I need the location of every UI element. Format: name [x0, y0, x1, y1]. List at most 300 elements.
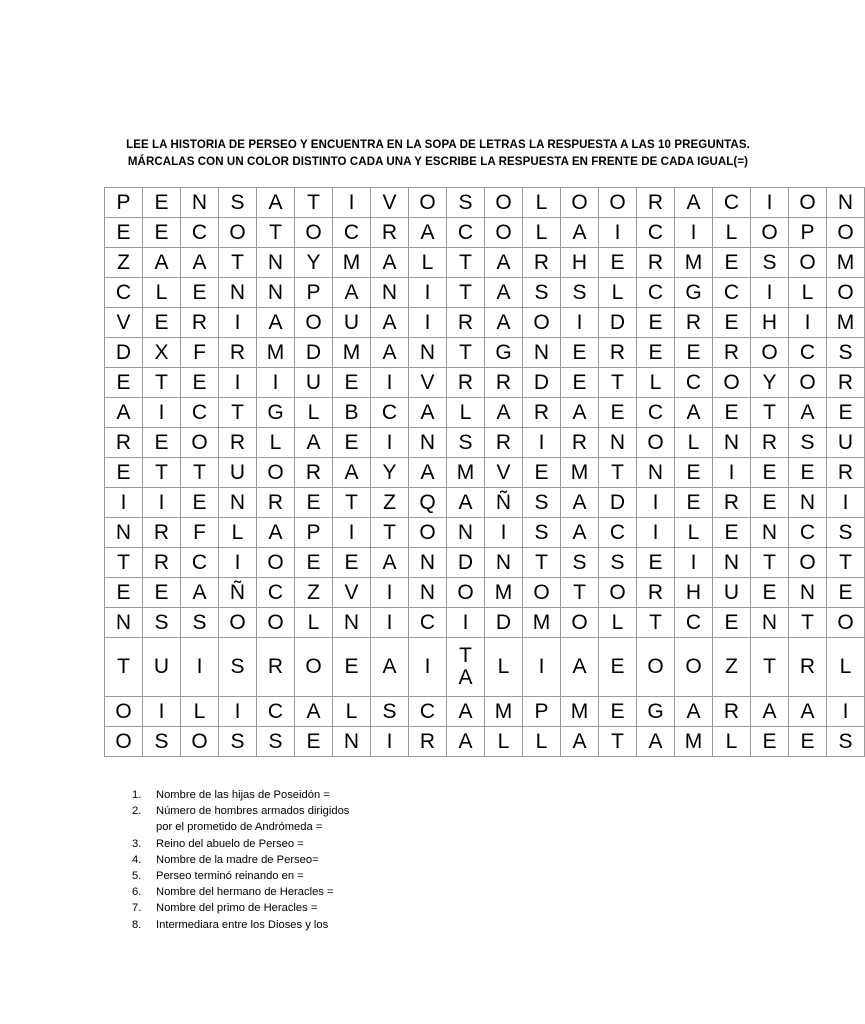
grid-cell[interactable]: I [637, 518, 675, 548]
grid-cell[interactable]: O [713, 368, 751, 398]
grid-cell[interactable]: I [219, 697, 257, 727]
grid-cell[interactable]: T [599, 727, 637, 757]
grid-cell[interactable]: M [827, 308, 865, 338]
grid-cell[interactable]: V [333, 578, 371, 608]
grid-cell[interactable]: T [105, 548, 143, 578]
grid-cell[interactable]: X [143, 338, 181, 368]
grid-cell[interactable]: A [485, 248, 523, 278]
grid-cell[interactable]: O [751, 338, 789, 368]
grid-cell[interactable]: A [561, 398, 599, 428]
grid-cell[interactable]: L [409, 248, 447, 278]
grid-cell[interactable]: D [599, 308, 637, 338]
grid-cell[interactable]: C [637, 278, 675, 308]
grid-cell[interactable]: I [561, 308, 599, 338]
grid-cell[interactable]: E [751, 578, 789, 608]
grid-cell[interactable]: I [713, 458, 751, 488]
grid-cell[interactable]: T [257, 218, 295, 248]
grid-cell[interactable]: D [599, 488, 637, 518]
grid-cell[interactable]: R [295, 458, 333, 488]
grid-cell[interactable]: L [523, 727, 561, 757]
grid-cell[interactable]: L [447, 398, 485, 428]
grid-cell[interactable]: R [713, 697, 751, 727]
grid-cell[interactable]: A [561, 488, 599, 518]
grid-cell[interactable]: O [675, 638, 713, 697]
grid-cell[interactable]: M [485, 578, 523, 608]
grid-cell[interactable]: Y [751, 368, 789, 398]
grid-cell[interactable]: R [789, 638, 827, 697]
grid-cell[interactable]: L [181, 697, 219, 727]
grid-cell[interactable]: R [599, 338, 637, 368]
grid-cell[interactable]: U [333, 308, 371, 338]
grid-cell[interactable]: I [447, 608, 485, 638]
grid-cell[interactable]: N [409, 548, 447, 578]
grid-cell[interactable]: L [523, 218, 561, 248]
grid-cell[interactable]: A [295, 428, 333, 458]
grid-cell[interactable]: P [789, 218, 827, 248]
grid-cell[interactable]: A [105, 398, 143, 428]
grid-cell[interactable]: M [333, 338, 371, 368]
grid-cell[interactable]: E [105, 218, 143, 248]
grid-cell[interactable]: P [295, 278, 333, 308]
grid-cell[interactable]: A [789, 398, 827, 428]
grid-cell[interactable]: E [713, 518, 751, 548]
grid-cell[interactable]: O [561, 608, 599, 638]
grid-cell[interactable]: R [257, 488, 295, 518]
grid-cell[interactable]: A [485, 278, 523, 308]
grid-cell[interactable]: I [143, 398, 181, 428]
grid-cell[interactable]: O [257, 548, 295, 578]
grid-cell[interactable]: E [143, 428, 181, 458]
grid-cell[interactable]: T [447, 338, 485, 368]
grid-cell[interactable]: A [409, 398, 447, 428]
grid-cell[interactable]: R [409, 727, 447, 757]
grid-cell[interactable]: E [599, 248, 637, 278]
grid-cell[interactable]: I [409, 278, 447, 308]
grid-cell[interactable]: E [105, 368, 143, 398]
grid-cell[interactable]: S [599, 548, 637, 578]
grid-cell[interactable]: O [485, 188, 523, 218]
grid-cell[interactable]: E [333, 368, 371, 398]
grid-cell[interactable]: A [295, 697, 333, 727]
grid-cell[interactable]: A [751, 697, 789, 727]
grid-cell[interactable]: O [409, 518, 447, 548]
grid-cell[interactable]: U [219, 458, 257, 488]
grid-cell[interactable]: N [751, 518, 789, 548]
grid-cell[interactable]: C [599, 518, 637, 548]
grid-cell[interactable]: T [751, 398, 789, 428]
grid-cell[interactable]: M [523, 608, 561, 638]
grid-cell[interactable]: R [219, 428, 257, 458]
grid-cell[interactable]: E [181, 278, 219, 308]
grid-cell[interactable]: P [105, 188, 143, 218]
grid-cell[interactable]: R [181, 308, 219, 338]
grid-cell[interactable]: B [333, 398, 371, 428]
grid-cell[interactable]: A [143, 248, 181, 278]
grid-cell[interactable]: V [371, 188, 409, 218]
grid-cell[interactable]: A [789, 697, 827, 727]
grid-cell[interactable]: O [827, 608, 865, 638]
grid-cell[interactable]: O [105, 697, 143, 727]
grid-cell[interactable]: U [827, 428, 865, 458]
grid-cell[interactable]: O [789, 368, 827, 398]
grid-cell[interactable]: C [105, 278, 143, 308]
grid-cell[interactable]: O [181, 428, 219, 458]
grid-cell[interactable]: R [523, 248, 561, 278]
grid-cell[interactable]: I [143, 488, 181, 518]
grid-cell[interactable]: I [523, 638, 561, 697]
grid-cell[interactable]: L [637, 368, 675, 398]
grid-cell[interactable]: R [257, 638, 295, 697]
grid-cell[interactable]: L [219, 518, 257, 548]
grid-cell[interactable]: N [181, 188, 219, 218]
grid-cell[interactable]: L [599, 278, 637, 308]
grid-cell[interactable]: E [637, 308, 675, 338]
grid-cell[interactable]: L [257, 428, 295, 458]
grid-cell[interactable]: E [333, 548, 371, 578]
grid-cell[interactable]: A [181, 578, 219, 608]
grid-cell[interactable]: E [599, 638, 637, 697]
grid-cell[interactable]: A [561, 518, 599, 548]
grid-cell[interactable]: N [333, 608, 371, 638]
grid-cell[interactable]: N [637, 458, 675, 488]
grid-cell[interactable]: A [257, 188, 295, 218]
grid-cell[interactable]: O [827, 278, 865, 308]
grid-cell[interactable]: E [333, 638, 371, 697]
grid-cell[interactable]: N [105, 518, 143, 548]
grid-cell[interactable]: N [485, 548, 523, 578]
grid-cell[interactable]: T [219, 248, 257, 278]
grid-cell[interactable]: A [409, 458, 447, 488]
grid-cell[interactable]: E [143, 578, 181, 608]
grid-cell[interactable]: O [257, 608, 295, 638]
grid-cell[interactable]: I [371, 578, 409, 608]
grid-cell[interactable]: A [561, 727, 599, 757]
grid-cell[interactable]: N [827, 188, 865, 218]
grid-cell[interactable]: T [561, 578, 599, 608]
grid-cell[interactable]: O [295, 218, 333, 248]
grid-cell[interactable]: C [789, 338, 827, 368]
grid-cell[interactable]: O [637, 428, 675, 458]
grid-cell[interactable]: R [143, 518, 181, 548]
grid-cell[interactable]: L [599, 608, 637, 638]
grid-cell[interactable]: R [637, 188, 675, 218]
grid-cell[interactable]: E [789, 458, 827, 488]
grid-cell[interactable]: E [143, 188, 181, 218]
grid-cell[interactable]: F [181, 518, 219, 548]
grid-cell[interactable]: R [447, 368, 485, 398]
grid-cell[interactable]: A [257, 518, 295, 548]
grid-cell[interactable]: O [105, 727, 143, 757]
grid-cell[interactable]: C [713, 278, 751, 308]
grid-cell[interactable]: E [713, 608, 751, 638]
grid-cell[interactable]: E [751, 458, 789, 488]
grid-cell[interactable]: N [713, 548, 751, 578]
grid-cell[interactable]: I [485, 518, 523, 548]
grid-cell[interactable]: P [523, 697, 561, 727]
grid-cell[interactable]: A [371, 338, 409, 368]
grid-cell[interactable]: O [827, 218, 865, 248]
grid-cell[interactable]: I [637, 488, 675, 518]
grid-cell[interactable]: R [485, 428, 523, 458]
grid-cell[interactable]: S [827, 338, 865, 368]
grid-cell[interactable]: O [295, 638, 333, 697]
grid-cell[interactable]: E [751, 488, 789, 518]
grid-cell[interactable]: N [105, 608, 143, 638]
grid-cell[interactable]: L [827, 638, 865, 697]
grid-cell[interactable]: T [143, 458, 181, 488]
grid-cell[interactable]: E [599, 697, 637, 727]
grid-cell[interactable]: O [181, 727, 219, 757]
grid-cell[interactable]: S [257, 727, 295, 757]
grid-cell[interactable]: E [295, 548, 333, 578]
grid-cell[interactable]: M [675, 727, 713, 757]
grid-cell[interactable]: E [295, 727, 333, 757]
grid-cell[interactable]: T A [447, 638, 485, 697]
grid-cell[interactable]: A [675, 697, 713, 727]
grid-cell[interactable]: E [143, 218, 181, 248]
grid-cell[interactable]: R [751, 428, 789, 458]
grid-cell[interactable]: A [447, 697, 485, 727]
grid-cell[interactable]: S [181, 608, 219, 638]
grid-cell[interactable]: S [523, 278, 561, 308]
grid-cell[interactable]: T [333, 488, 371, 518]
grid-cell[interactable]: N [371, 278, 409, 308]
grid-cell[interactable]: O [789, 548, 827, 578]
grid-cell[interactable]: S [371, 697, 409, 727]
grid-cell[interactable]: R [637, 578, 675, 608]
grid-cell[interactable]: D [105, 338, 143, 368]
grid-cell[interactable]: C [675, 368, 713, 398]
grid-cell[interactable]: E [181, 488, 219, 518]
grid-cell[interactable]: R [561, 428, 599, 458]
grid-cell[interactable]: C [713, 188, 751, 218]
grid-cell[interactable]: R [827, 368, 865, 398]
grid-cell[interactable]: E [143, 308, 181, 338]
grid-cell[interactable]: I [219, 308, 257, 338]
grid-cell[interactable]: E [675, 338, 713, 368]
grid-cell[interactable]: C [447, 218, 485, 248]
grid-cell[interactable]: E [295, 488, 333, 518]
grid-cell[interactable]: C [409, 697, 447, 727]
grid-cell[interactable]: T [751, 638, 789, 697]
grid-cell[interactable]: R [713, 488, 751, 518]
grid-cell[interactable]: T [143, 368, 181, 398]
grid-cell[interactable]: D [295, 338, 333, 368]
grid-cell[interactable]: I [333, 518, 371, 548]
grid-cell[interactable]: R [143, 548, 181, 578]
grid-cell[interactable]: T [181, 458, 219, 488]
grid-cell[interactable]: N [257, 278, 295, 308]
grid-cell[interactable]: S [143, 608, 181, 638]
grid-cell[interactable]: H [675, 578, 713, 608]
grid-cell[interactable]: R [219, 338, 257, 368]
grid-cell[interactable]: M [333, 248, 371, 278]
grid-cell[interactable]: I [257, 368, 295, 398]
grid-cell[interactable]: O [751, 218, 789, 248]
grid-cell[interactable]: E [675, 458, 713, 488]
grid-cell[interactable]: F [181, 338, 219, 368]
grid-cell[interactable]: E [523, 458, 561, 488]
grid-cell[interactable]: R [371, 218, 409, 248]
grid-cell[interactable]: S [561, 548, 599, 578]
grid-cell[interactable]: T [789, 608, 827, 638]
grid-cell[interactable]: O [447, 578, 485, 608]
grid-cell[interactable]: T [371, 518, 409, 548]
grid-cell[interactable]: N [219, 488, 257, 518]
grid-cell[interactable]: I [181, 638, 219, 697]
grid-cell[interactable]: T [447, 248, 485, 278]
grid-cell[interactable]: C [333, 218, 371, 248]
grid-cell[interactable]: A [561, 638, 599, 697]
grid-cell[interactable]: T [751, 548, 789, 578]
grid-cell[interactable]: S [523, 518, 561, 548]
grid-cell[interactable]: N [409, 338, 447, 368]
grid-cell[interactable]: L [143, 278, 181, 308]
grid-cell[interactable]: Ñ [219, 578, 257, 608]
grid-cell[interactable]: E [713, 248, 751, 278]
grid-cell[interactable]: G [485, 338, 523, 368]
grid-cell[interactable]: A [447, 488, 485, 518]
grid-cell[interactable]: I [675, 548, 713, 578]
grid-cell[interactable]: I [599, 218, 637, 248]
grid-cell[interactable]: A [371, 308, 409, 338]
grid-cell[interactable]: Q [409, 488, 447, 518]
grid-cell[interactable]: T [295, 188, 333, 218]
grid-cell[interactable]: L [789, 278, 827, 308]
grid-cell[interactable]: I [789, 308, 827, 338]
grid-cell[interactable]: I [371, 368, 409, 398]
grid-cell[interactable]: C [789, 518, 827, 548]
grid-cell[interactable]: A [637, 727, 675, 757]
grid-cell[interactable]: L [675, 518, 713, 548]
grid-cell[interactable]: O [523, 308, 561, 338]
grid-cell[interactable]: S [789, 428, 827, 458]
grid-cell[interactable]: N [523, 338, 561, 368]
grid-cell[interactable]: I [371, 608, 409, 638]
grid-cell[interactable]: E [827, 398, 865, 428]
grid-cell[interactable]: L [523, 188, 561, 218]
grid-cell[interactable]: L [295, 398, 333, 428]
grid-cell[interactable]: A [675, 188, 713, 218]
grid-cell[interactable]: O [219, 218, 257, 248]
grid-cell[interactable]: G [257, 398, 295, 428]
grid-cell[interactable]: T [599, 368, 637, 398]
grid-cell[interactable]: N [751, 608, 789, 638]
grid-cell[interactable]: E [713, 398, 751, 428]
grid-cell[interactable]: H [751, 308, 789, 338]
grid-cell[interactable]: E [713, 308, 751, 338]
grid-cell[interactable]: A [257, 308, 295, 338]
grid-cell[interactable]: D [523, 368, 561, 398]
grid-cell[interactable]: O [485, 218, 523, 248]
grid-cell[interactable]: U [295, 368, 333, 398]
grid-cell[interactable]: T [637, 608, 675, 638]
grid-cell[interactable]: I [333, 188, 371, 218]
grid-cell[interactable]: L [485, 638, 523, 697]
grid-cell[interactable]: H [561, 248, 599, 278]
grid-cell[interactable]: S [447, 428, 485, 458]
grid-cell[interactable]: I [751, 278, 789, 308]
grid-cell[interactable]: N [219, 278, 257, 308]
grid-cell[interactable]: R [485, 368, 523, 398]
grid-cell[interactable]: A [409, 218, 447, 248]
grid-cell[interactable]: E [751, 727, 789, 757]
grid-cell[interactable]: N [789, 578, 827, 608]
grid-cell[interactable]: P [295, 518, 333, 548]
grid-cell[interactable]: M [485, 697, 523, 727]
grid-cell[interactable]: Y [295, 248, 333, 278]
grid-cell[interactable]: A [181, 248, 219, 278]
grid-cell[interactable]: L [713, 727, 751, 757]
grid-cell[interactable]: C [257, 697, 295, 727]
grid-cell[interactable]: M [675, 248, 713, 278]
grid-cell[interactable]: T [447, 278, 485, 308]
grid-cell[interactable]: M [447, 458, 485, 488]
grid-cell[interactable]: I [523, 428, 561, 458]
grid-cell[interactable]: I [751, 188, 789, 218]
grid-cell[interactable]: A [371, 638, 409, 697]
grid-cell[interactable]: Y [371, 458, 409, 488]
grid-cell[interactable]: I [409, 638, 447, 697]
grid-cell[interactable]: V [485, 458, 523, 488]
grid-cell[interactable]: A [485, 398, 523, 428]
grid-cell[interactable]: M [561, 697, 599, 727]
grid-cell[interactable]: L [333, 697, 371, 727]
grid-cell[interactable]: M [827, 248, 865, 278]
grid-cell[interactable]: R [713, 338, 751, 368]
grid-cell[interactable]: T [599, 458, 637, 488]
grid-cell[interactable]: U [143, 638, 181, 697]
grid-cell[interactable]: A [675, 398, 713, 428]
grid-cell[interactable]: E [181, 368, 219, 398]
grid-cell[interactable]: T [219, 398, 257, 428]
grid-cell[interactable]: S [523, 488, 561, 518]
grid-cell[interactable]: O [257, 458, 295, 488]
grid-cell[interactable]: R [523, 398, 561, 428]
grid-cell[interactable]: A [333, 278, 371, 308]
grid-cell[interactable]: R [827, 458, 865, 488]
grid-cell[interactable]: E [827, 578, 865, 608]
grid-cell[interactable]: E [561, 338, 599, 368]
grid-cell[interactable]: S [751, 248, 789, 278]
grid-cell[interactable]: C [637, 218, 675, 248]
grid-cell[interactable]: Z [295, 578, 333, 608]
grid-cell[interactable]: I [675, 218, 713, 248]
grid-cell[interactable]: L [485, 727, 523, 757]
grid-cell[interactable]: E [599, 398, 637, 428]
grid-cell[interactable]: A [371, 548, 409, 578]
grid-cell[interactable]: S [143, 727, 181, 757]
grid-cell[interactable]: I [371, 428, 409, 458]
grid-cell[interactable]: N [713, 428, 751, 458]
grid-cell[interactable]: S [827, 518, 865, 548]
grid-cell[interactable]: N [599, 428, 637, 458]
grid-cell[interactable]: A [371, 248, 409, 278]
grid-cell[interactable]: N [333, 727, 371, 757]
grid-cell[interactable]: C [409, 608, 447, 638]
grid-cell[interactable]: L [295, 608, 333, 638]
grid-cell[interactable]: C [371, 398, 409, 428]
grid-cell[interactable]: C [257, 578, 295, 608]
grid-cell[interactable]: A [561, 218, 599, 248]
grid-cell[interactable]: E [105, 578, 143, 608]
grid-cell[interactable]: E [637, 548, 675, 578]
grid-cell[interactable]: A [333, 458, 371, 488]
grid-cell[interactable]: R [637, 248, 675, 278]
grid-cell[interactable]: N [409, 578, 447, 608]
grid-cell[interactable]: S [219, 727, 257, 757]
grid-cell[interactable]: R [447, 308, 485, 338]
